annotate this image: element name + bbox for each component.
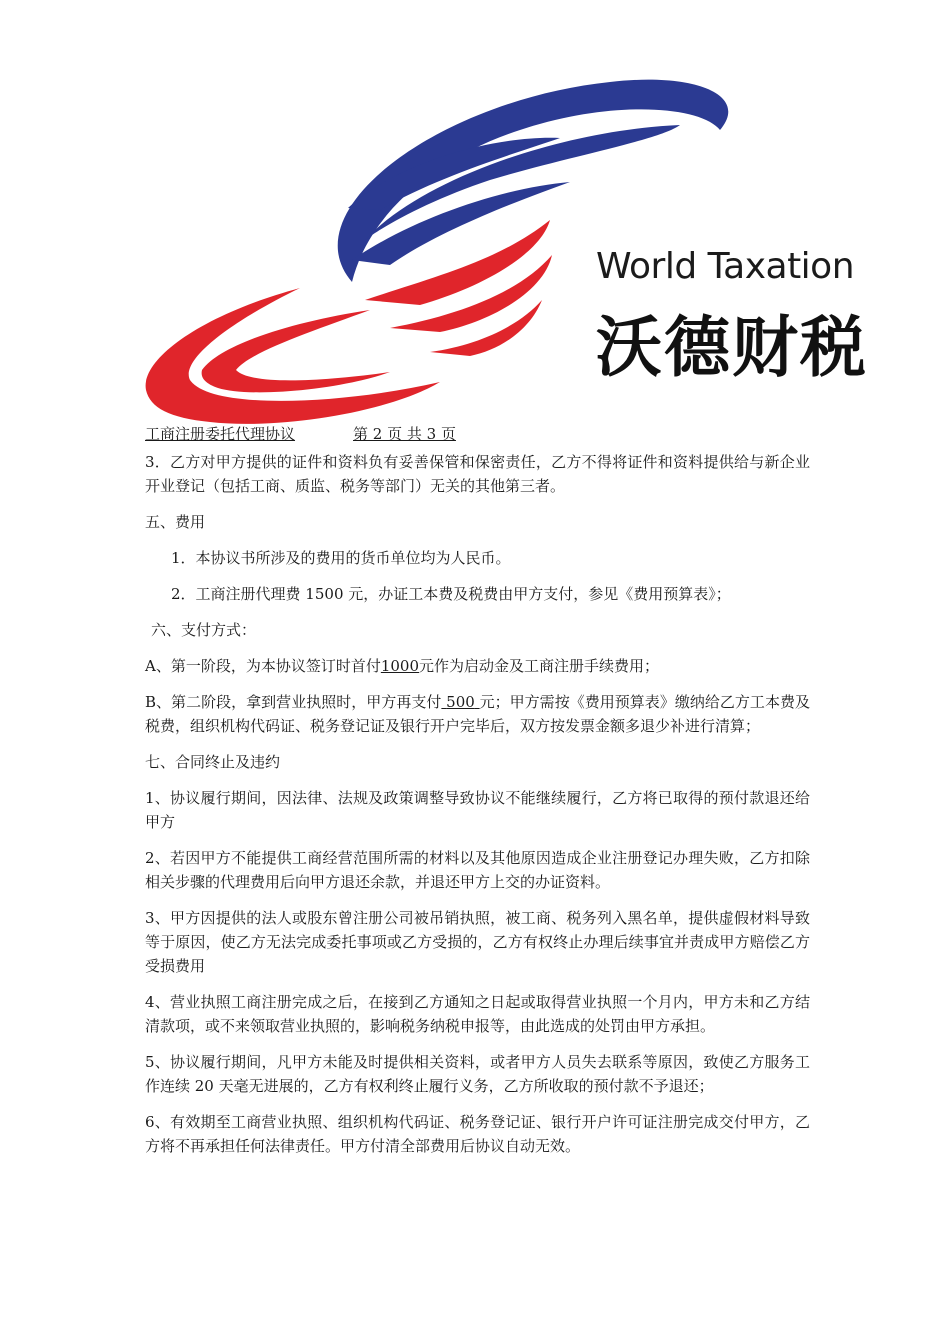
section-heading-fees: 五、费用 — [145, 513, 206, 531]
payment-stage-a — [145, 654, 810, 678]
payment-a-text-end: 元作为启动金及工商注册手续费用； — [419, 657, 660, 675]
document-body — [145, 422, 810, 1170]
payment-a-text: A、第一阶段，为本协议签订时首付 — [145, 657, 381, 675]
termination-clause-3: 3、甲方因提供的法人或股东曾注册公司被吊销执照，被工商、税务列入黑名单，提供虚假材料导致等于原因，使乙方无法完成委托事项或乙方受损的，乙方有权终止办理后续事宜并责成甲方赔偿乙方受损费用 — [145, 909, 810, 975]
termination-clause-5: 5、协议履行期间，凡甲方未能及时提供相关资料，或者甲方人员失去联系等原因，致使乙方服务工作连续 20 天毫无进展的，乙方有权利终止履行义务，乙方所收取的预付款不予退还； — [145, 1053, 810, 1095]
document-title: 工商注册委托代理协议 — [145, 425, 296, 443]
fee-item-2: 2．工商注册代理费 1500 元，办证工本费及税费由甲方支付，参见《费用预算表》； — [171, 585, 731, 603]
termination-clause-4: 4、营业执照工商注册完成之后，在接到乙方通知之日起或取得营业执照一个月内，甲方未和乙方结清款项，或不来领取营业执照的，影响税务纳税申报等，由此选成的处罚由甲方承担。 — [145, 993, 810, 1035]
termination-clause-6: 6、有效期至工商营业执照、组织机构代码证、税务登记证、银行开户许可证注册完成交付甲方，乙方将不再承担任何法律责任。甲方付清全部费用后协议自动无效。 — [145, 1113, 810, 1155]
payment-b-text: B、第二阶段，拿到营业执照时，甲方再支付 — [145, 693, 442, 711]
page-number: 第 2 页 共 3 页 — [353, 425, 456, 443]
termination-clause-1: 1、协议履行期间，因法律、法规及政策调整导致协议不能继续履行，乙方将已取得的预付款退还给甲方 — [145, 789, 810, 831]
payment-b-amount-value: 500 — [446, 693, 475, 711]
logo-name-en: World Taxation — [596, 246, 855, 287]
company-logo — [140, 60, 880, 430]
clause-3: 3．乙方对甲方提供的证件和资料负有妥善保管和保密责任，乙方不得将证件和资料提供给与新企业开业登记（包括工商、质监、税务等部门）无关的其他第三者。 — [145, 453, 810, 495]
logo-name-cn: 沃德财税 — [596, 309, 868, 386]
payment-stage-b — [145, 690, 810, 738]
page-header — [145, 422, 810, 446]
section-heading-termination: 七、合同终止及违约 — [145, 753, 281, 771]
payment-b-text-end: 元；甲方需按《费用预算表》缴纳给乙方工本费及税费，组织机构代码证、税务登记证及银行开户完毕后，双方按发票金额多退少补进行清算； — [145, 693, 810, 735]
payment-b-amount — [441, 693, 479, 711]
fee-item-1: 1．本协议书所涉及的费用的货币单位均为人民币。 — [171, 549, 511, 567]
termination-clause-2: 2、若因甲方不能提供工商经营范围所需的材料以及其他原因造成企业注册登记办理失败，乙方扣除相关步骤的代理费用后向甲方退还余款，并退还甲方上交的办证资料。 — [145, 849, 810, 891]
payment-a-amount: 1000 — [380, 657, 420, 675]
section-heading-payment: 六、支付方式： — [151, 621, 257, 639]
